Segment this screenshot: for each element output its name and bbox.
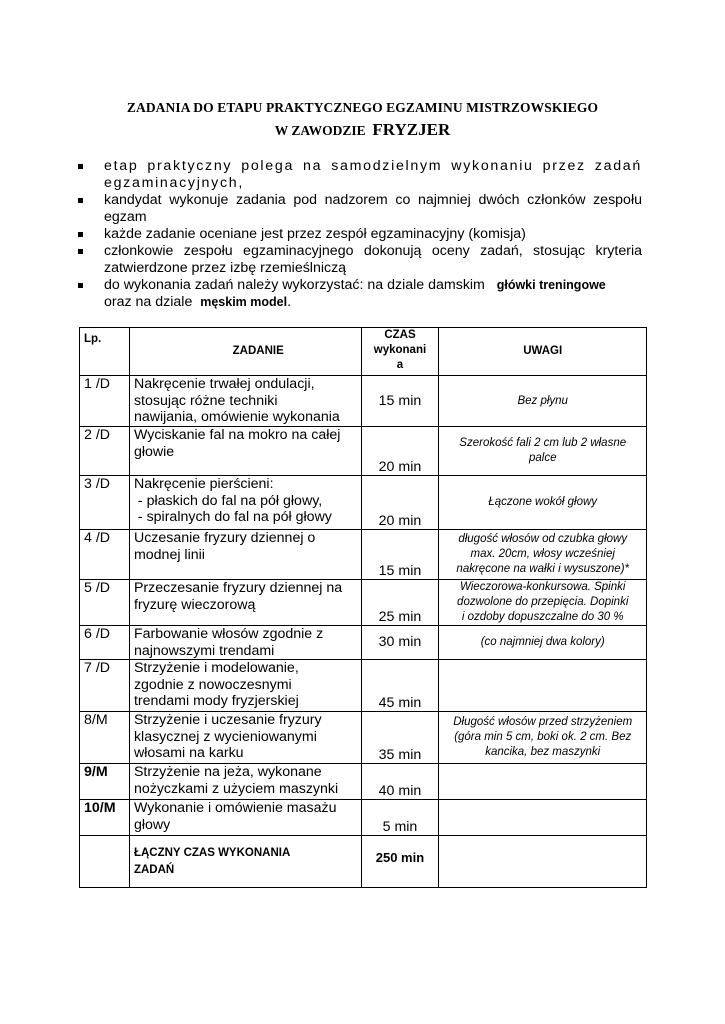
bullet-icon [78, 232, 83, 237]
row-notes: Łączone wokół głowy [439, 476, 647, 530]
row-time: 15 min [361, 376, 439, 427]
table-row [80, 626, 647, 660]
rule-item [76, 226, 642, 243]
row-time: 45 min [361, 660, 439, 712]
row-task: Strzyżenie i uczesanie fryzury klasycznej z wycieniowanymi włosami na karku [129, 712, 361, 764]
header-uwagi: UWAGI [439, 328, 647, 376]
rule-text: do wykonania zadań należy wykorzystać: na dziale damskim [104, 277, 485, 293]
rule-text: każde zadanie oceniane jest przez zespół egzaminacyjny (komisja) [104, 226, 526, 242]
tasks-table [79, 327, 647, 888]
rule-item [76, 277, 642, 311]
table-row [80, 764, 647, 800]
row-notes: Bez płynu [439, 376, 647, 427]
row-lp: 9/M [80, 764, 130, 800]
row-time: 40 min [361, 764, 439, 800]
row-notes: (co najmniej dwa kolory) [439, 626, 647, 660]
bullet-icon [78, 283, 83, 288]
header-czas: CZAS wykonani a [361, 328, 439, 376]
row-time: 30 min [361, 626, 439, 660]
table-row [80, 427, 647, 476]
row-time: 25 min [361, 580, 439, 626]
total-notes [439, 836, 647, 888]
rule-end: . [287, 294, 292, 310]
row-notes: długość włosów od czubka głowy max. 20cm, włosy wcześniej nakręcone na wałki i wysuszone)* [439, 530, 647, 580]
title-line-1: ZADANIA DO ETAPU PRAKTYCZNEGO EGZAMINU MISTRZOWSKIEGO [126, 100, 599, 115]
bullet-icon [78, 198, 83, 203]
row-lp: 3 /D [80, 476, 130, 530]
rule-text: członkowie zespołu egzaminacyjnego dokonują oceny zadań, stosując kryteria zatwierdzone przez izbę rzemieślniczą [104, 243, 642, 276]
rule-item [76, 192, 642, 226]
row-task: Przeczesanie fryzury dziennej na fryzurę wieczorową [129, 580, 361, 626]
rule-item [76, 243, 642, 277]
total-value: 250 min [361, 836, 439, 888]
row-lp: 10/M [80, 800, 130, 836]
row-task: Wykonanie i omówienie masażu głowy [129, 800, 361, 836]
row-lp: 4 /D [80, 530, 130, 580]
row-notes: Wieczorowa-konkursowa. Spinki dozwolone do przepięcia. Dopinki i ozdoby dopuszczalne do 30 % [439, 580, 647, 626]
table-row [80, 530, 647, 580]
total-label: ŁĄCZNY CZAS WYKONANIA ZADAŃ [129, 836, 361, 888]
row-task: Strzyżenie i modelowanie, zgodnie z nowoczesnymi trendami mody fryzjerskiej [129, 660, 361, 712]
row-time: 5 min [361, 800, 439, 836]
bullet-icon [78, 164, 83, 169]
row-time: 15 min [361, 530, 439, 580]
table-row [80, 580, 647, 626]
rule-item [76, 158, 642, 192]
row-lp: 6 /D [80, 626, 130, 660]
row-lp: 5 /D [80, 580, 130, 626]
row-notes: Szerokość fali 2 cm lub 2 własne palce [439, 427, 647, 476]
table-header-row [80, 328, 647, 376]
table-row [80, 800, 647, 836]
total-row [80, 836, 647, 888]
row-task: Nakręcenie trwałej ondulacji, stosując różne techniki nawijania, omówienie wykonania [129, 376, 361, 427]
row-lp: 2 /D [80, 427, 130, 476]
table-row [80, 476, 647, 530]
row-task: Nakręcenie pierścieni: - płaskich do fal na pół głowy, - spiralnych do fal na pół głowy [129, 476, 361, 530]
row-lp: 1 /D [80, 376, 130, 427]
bullet-icon [78, 249, 83, 254]
row-notes [439, 660, 647, 712]
table-row [80, 660, 647, 712]
row-task: Farbowanie włosów zgodnie z najnowszymi trendami [129, 626, 361, 660]
row-time: 35 min [361, 712, 439, 764]
row-lp: 7 /D [80, 660, 130, 712]
header-zadanie: ZADANIE [129, 328, 361, 376]
rule-bold-text: główki treningowe [496, 278, 606, 292]
title-prefix: W ZAWODZIE [274, 123, 366, 138]
table-row [80, 376, 647, 427]
table-row [80, 712, 647, 764]
title-line-2 [0, 120, 725, 140]
row-time: 20 min [361, 427, 439, 476]
rule-bold-text: męskim model [200, 295, 288, 309]
rule-text: etap praktyczny polega na samodzielnym wykonaniu przez zadań egzaminacyjnych, [104, 158, 642, 191]
row-notes [439, 764, 647, 800]
row-lp: 8/M [80, 712, 130, 764]
row-task: Uczesanie fryzury dziennej o modnej linii [129, 530, 361, 580]
row-task: Wyciskanie fal na mokro na całej głowie [129, 427, 361, 476]
header-lp: Lp. [80, 328, 130, 376]
title-profession: FRYZJER [372, 120, 451, 139]
row-notes: Długość włosów przed strzyżeniem (góra min 5 cm, boki ok. 2 cm. Bez kancika, bez maszynki [439, 712, 647, 764]
rule-text: oraz na dziale [104, 294, 193, 310]
row-task: Strzyżenie na jeża, wykonane nożyczkami z użyciem maszynki [129, 764, 361, 800]
rule-text: kandydat wykonuje zadania pod nadzorem co najmniej dwóch członków zespołu egzam [104, 192, 642, 225]
row-notes [439, 800, 647, 836]
rules-list [76, 158, 642, 311]
total-lp [80, 836, 130, 888]
row-time: 20 min [361, 476, 439, 530]
